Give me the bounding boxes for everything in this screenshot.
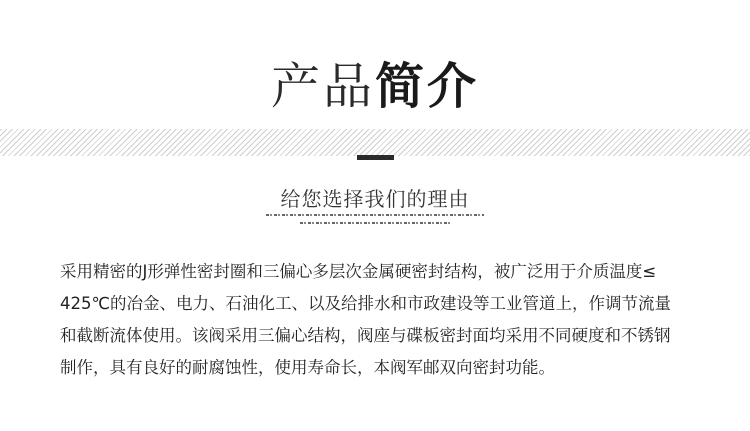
title-bold-part: 简介 [375,58,480,115]
title-light-part: 产品 [270,58,375,115]
page-title [0,58,750,115]
decorative-fine-print [266,214,484,216]
description-line: 425℃的冶金、电力、石油化工、以及给排水和市政建设等工业管道上，作调节流量 [60,294,672,313]
product-description [60,256,700,384]
description-line: 和截断流体使用。该阀采用三偏心结构，阀座与碟板密封面均采用不同硬度和不锈钢 [60,326,671,345]
description-line: 制作，具有良好的耐腐蚀性，使用寿命长，本阀军邮双向密封功能。 [60,358,555,377]
hatched-divider [0,129,750,156]
decorative-fine-print [300,222,450,224]
accent-bar [357,155,394,160]
description-line: 采用精密的J形弹性密封圈和三偏心多层次金属硬密封结构，被广泛用于介质温度≤ [60,262,657,281]
section-subtitle: 给您选择我们的理由 [280,187,470,211]
